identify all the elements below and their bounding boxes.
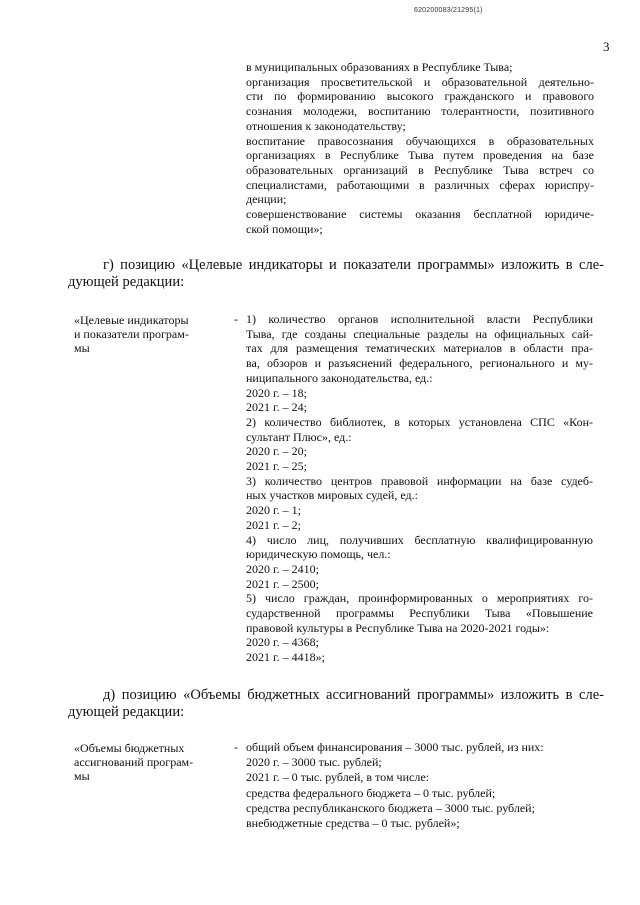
text-line: 2) количество библиотек, в которых установлена СПС «Кон- — [246, 414, 593, 429]
page-number: 3 — [603, 39, 610, 54]
text-line: специалистами, работающими в различных сферах юриспру- — [246, 177, 594, 192]
budget-list — [246, 740, 593, 831]
text-line: 2021 г. – 2; — [246, 517, 301, 532]
text-line: сударственной программы Республики Тыва «Повышение — [246, 606, 593, 621]
text-line: сознания молодежи, воспитанию толерантности, позитивного — [246, 104, 594, 119]
text-line: сультант Плюс», ед.: — [246, 429, 352, 444]
text-line: 5) число граждан, проинформированных о мероприятиях го- — [246, 591, 593, 606]
heading-line: дующей редакции: — [68, 704, 185, 720]
indicators-list — [246, 312, 593, 665]
document-id: 620200083/21295(1) — [414, 7, 483, 14]
text-line: 2020 г. – 2410; — [246, 561, 319, 576]
text-line: организациях в Республике Тыва путем проведения на базе — [246, 148, 594, 163]
text-line: воспитание правосознания обучающихся в образовательных — [246, 133, 594, 148]
text-line: отношения к законодательству; — [246, 118, 406, 133]
text-line: 2020 г. – 18; — [246, 385, 307, 400]
text-line: 2021 г. – 4418»; — [246, 650, 325, 665]
text-line: образовательных организаций в Республике Тыва встреч со — [246, 162, 594, 177]
indicators-label — [74, 313, 226, 355]
text-line: правовой культуры в Республике Тыва на 2020-2021 годы»: — [246, 620, 550, 635]
heading-line: г) позицию «Целевые индикаторы и показатели программы» изложить в сле- — [103, 257, 604, 273]
text-line: 2021 г. – 25; — [246, 459, 307, 474]
section-g-heading — [68, 257, 604, 291]
budget-label — [74, 741, 226, 783]
text-line: средства федерального бюджета – 0 тыс. рублей; — [246, 785, 496, 800]
label-line: ассигнований програм- — [74, 755, 194, 769]
text-line: 1) количество органов исполнительной власти Республики — [246, 312, 593, 326]
text-line: внебюджетные средства – 0 тыс. рублей»; — [246, 816, 460, 831]
text-line: 4) число лиц, получивших бесплатную квалифицированную — [246, 532, 593, 547]
label-line: и показатели програм- — [74, 327, 189, 341]
text-line: 3) количество центров правовой информации на базе судеб- — [246, 473, 593, 488]
text-line: средства республиканского бюджета – 3000 тыс. рублей; — [246, 800, 535, 815]
text-line: 2020 г. – 4368; — [246, 635, 319, 650]
text-line: 2020 г. – 3000 тыс. рублей; — [246, 755, 382, 770]
section-d-heading — [68, 687, 604, 721]
label-dash: - — [234, 312, 238, 326]
heading-line: д) позицию «Объемы бюджетных ассигнований программы» изложить в сле- — [103, 687, 604, 703]
text-line: 2020 г. – 1; — [246, 503, 301, 518]
label-line: мы — [74, 769, 90, 783]
text-line: ва, обзоров и разъяснений федерального, регионального и му- — [246, 356, 593, 371]
text-line: ниципального законодательства, ед.: — [246, 370, 433, 385]
text-line: денции; — [246, 192, 287, 207]
text-line: ской помощи»; — [246, 221, 323, 236]
label-dash: - — [234, 740, 238, 754]
text-line: 2021 г. – 2500; — [246, 576, 319, 591]
heading-line: дующей редакции: — [68, 274, 185, 290]
text-line: Тыва, где созданы специальные разделы на официальных сай- — [246, 326, 593, 341]
text-line: 2021 г. – 0 тыс. рублей, в том числе: — [246, 770, 429, 785]
text-line: в муниципальных образованиях в Республике Тыва; — [246, 60, 513, 74]
text-line: сти по формированию высокого гражданского и правового — [246, 89, 594, 104]
label-line: «Целевые индикаторы — [74, 313, 189, 327]
label-line: мы — [74, 341, 90, 355]
text-line: юридическую помощь, чел.: — [246, 547, 391, 562]
text-line: тах для размещения тематических материалов в области пра- — [246, 341, 593, 356]
text-line: 2021 г. – 24; — [246, 400, 307, 415]
goals-continuation — [246, 60, 594, 236]
text-line: 2020 г. – 20; — [246, 444, 307, 459]
text-line: общий объем финансирования – 3000 тыс. рублей, из них: — [246, 740, 544, 754]
label-line: «Объемы бюджетных — [74, 741, 185, 755]
text-line: организация просветительской и образовательной деятельно- — [246, 74, 594, 89]
text-line: ных участков мировых судей, ед.: — [246, 488, 418, 503]
text-line: совершенствование системы оказания бесплатной юридиче- — [246, 207, 594, 222]
